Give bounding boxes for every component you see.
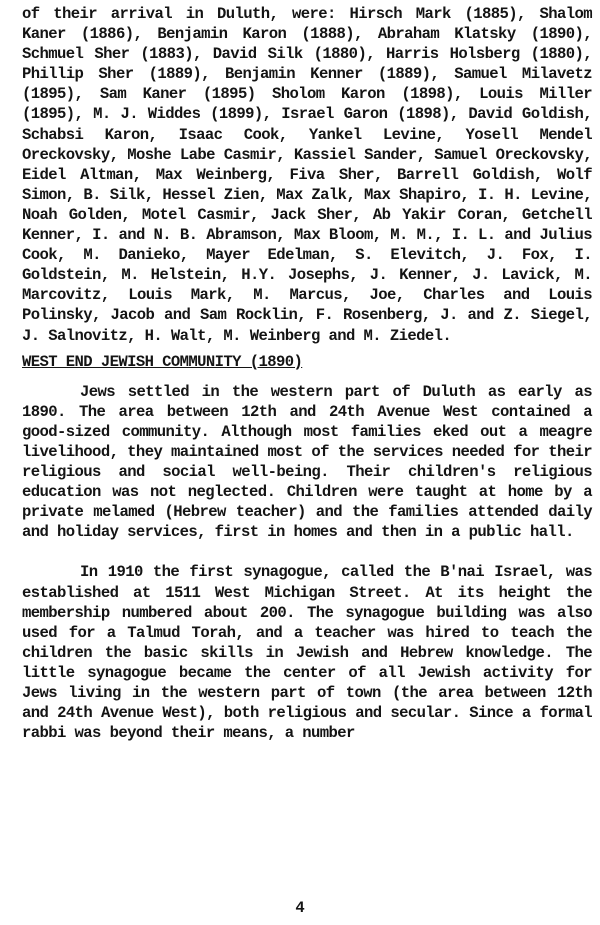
- section-heading: WEST END JEWISH COMMUNITY (1890): [22, 352, 303, 371]
- page-number: 4: [295, 899, 305, 917]
- paragraph-west-end-settlement: Jews settled in the western part of Duluth as early as 1890. The area between 12th and 24th Avenue West contained a good-sized community. Although most families eked out a meagre livelihood, they maintained most of the services needed for their religious and social well-being. Their children's religious education was not neglected. Children were taught at home by a private melamed (Hebrew teacher) and the families attended daily and holiday services, first in homes and then in a public hall.: [22, 382, 592, 542]
- paragraph-bnai-israel-synagogue: In 1910 the first synagogue, called the B'nai Israel, was established at 1511 West Michigan Street. At its height the membership numbered about 200. The synagogue building was also used for a Talmud Torah, and a teacher was hired to teach the children the basic skills in Jewish and Hebrew knowledge. The little synagogue became the center of all Jewish activity for Jews living in the western part of town (the area between 12th and 24th Avenue West), both religious and secular. Since a formal rabbi was beyond their means, a number: [22, 563, 592, 743]
- intro-paragraph: of their arrival in Duluth, were: Hirsch Mark (1885), Shalom Kaner (1886), Benjamin Karon (1888), Abraham Klatsky (1890), Schmuel Sher (1883), David Silk (1880), Harris Holsberg (1880), Phillip Sher (1889), Benjamin Kenner (1889), Samuel Milavetz (1895), Sam Kaner (1895) Sholom Karon (1898), Louis Miller (1895), M. J. Widdes (1899), Israel Garon (1898), David Goldish, Schabsi Karon, Isaac Cook, Yankel Levine, Yosell Mendel Oreckovsky, Moshe Labe Casmir, Kassiel Sander, Samuel Oreckovsky, Eidel Altman, Max Weinberg, Fiva Sher, Barrell Goldish, Wolf Simon, B. Silk, Hessel Zien, Max Zalk, Max Shapiro, I. H. Levine, Noah Golden, Motel Casmir, Jack Sher, Ab Yakir Coran, Getchell Kenner, I. and N. B. Abramson, Max Bloom, M. M., I. L. and Julius Cook, M. Danieko, Mayer Edelman, S. Elevitch, J. Fox, I. Goldstein, M. Helstein, H.Y. Josephs, J. Kenner, J. Lavick, M. Marcovitz, Louis Mark, M. Marcus, Joe, Charles and Louis Polinsky, Jacob and Sam Rocklin, F. Rosenberg, J. and Z. Siegel, J. Salnovitz, H. Walt, M. Weinberg and M. Ziedel.: [22, 5, 592, 345]
- paragraph-spacer: [22, 542, 592, 562]
- document-page: [22, 4, 592, 743]
